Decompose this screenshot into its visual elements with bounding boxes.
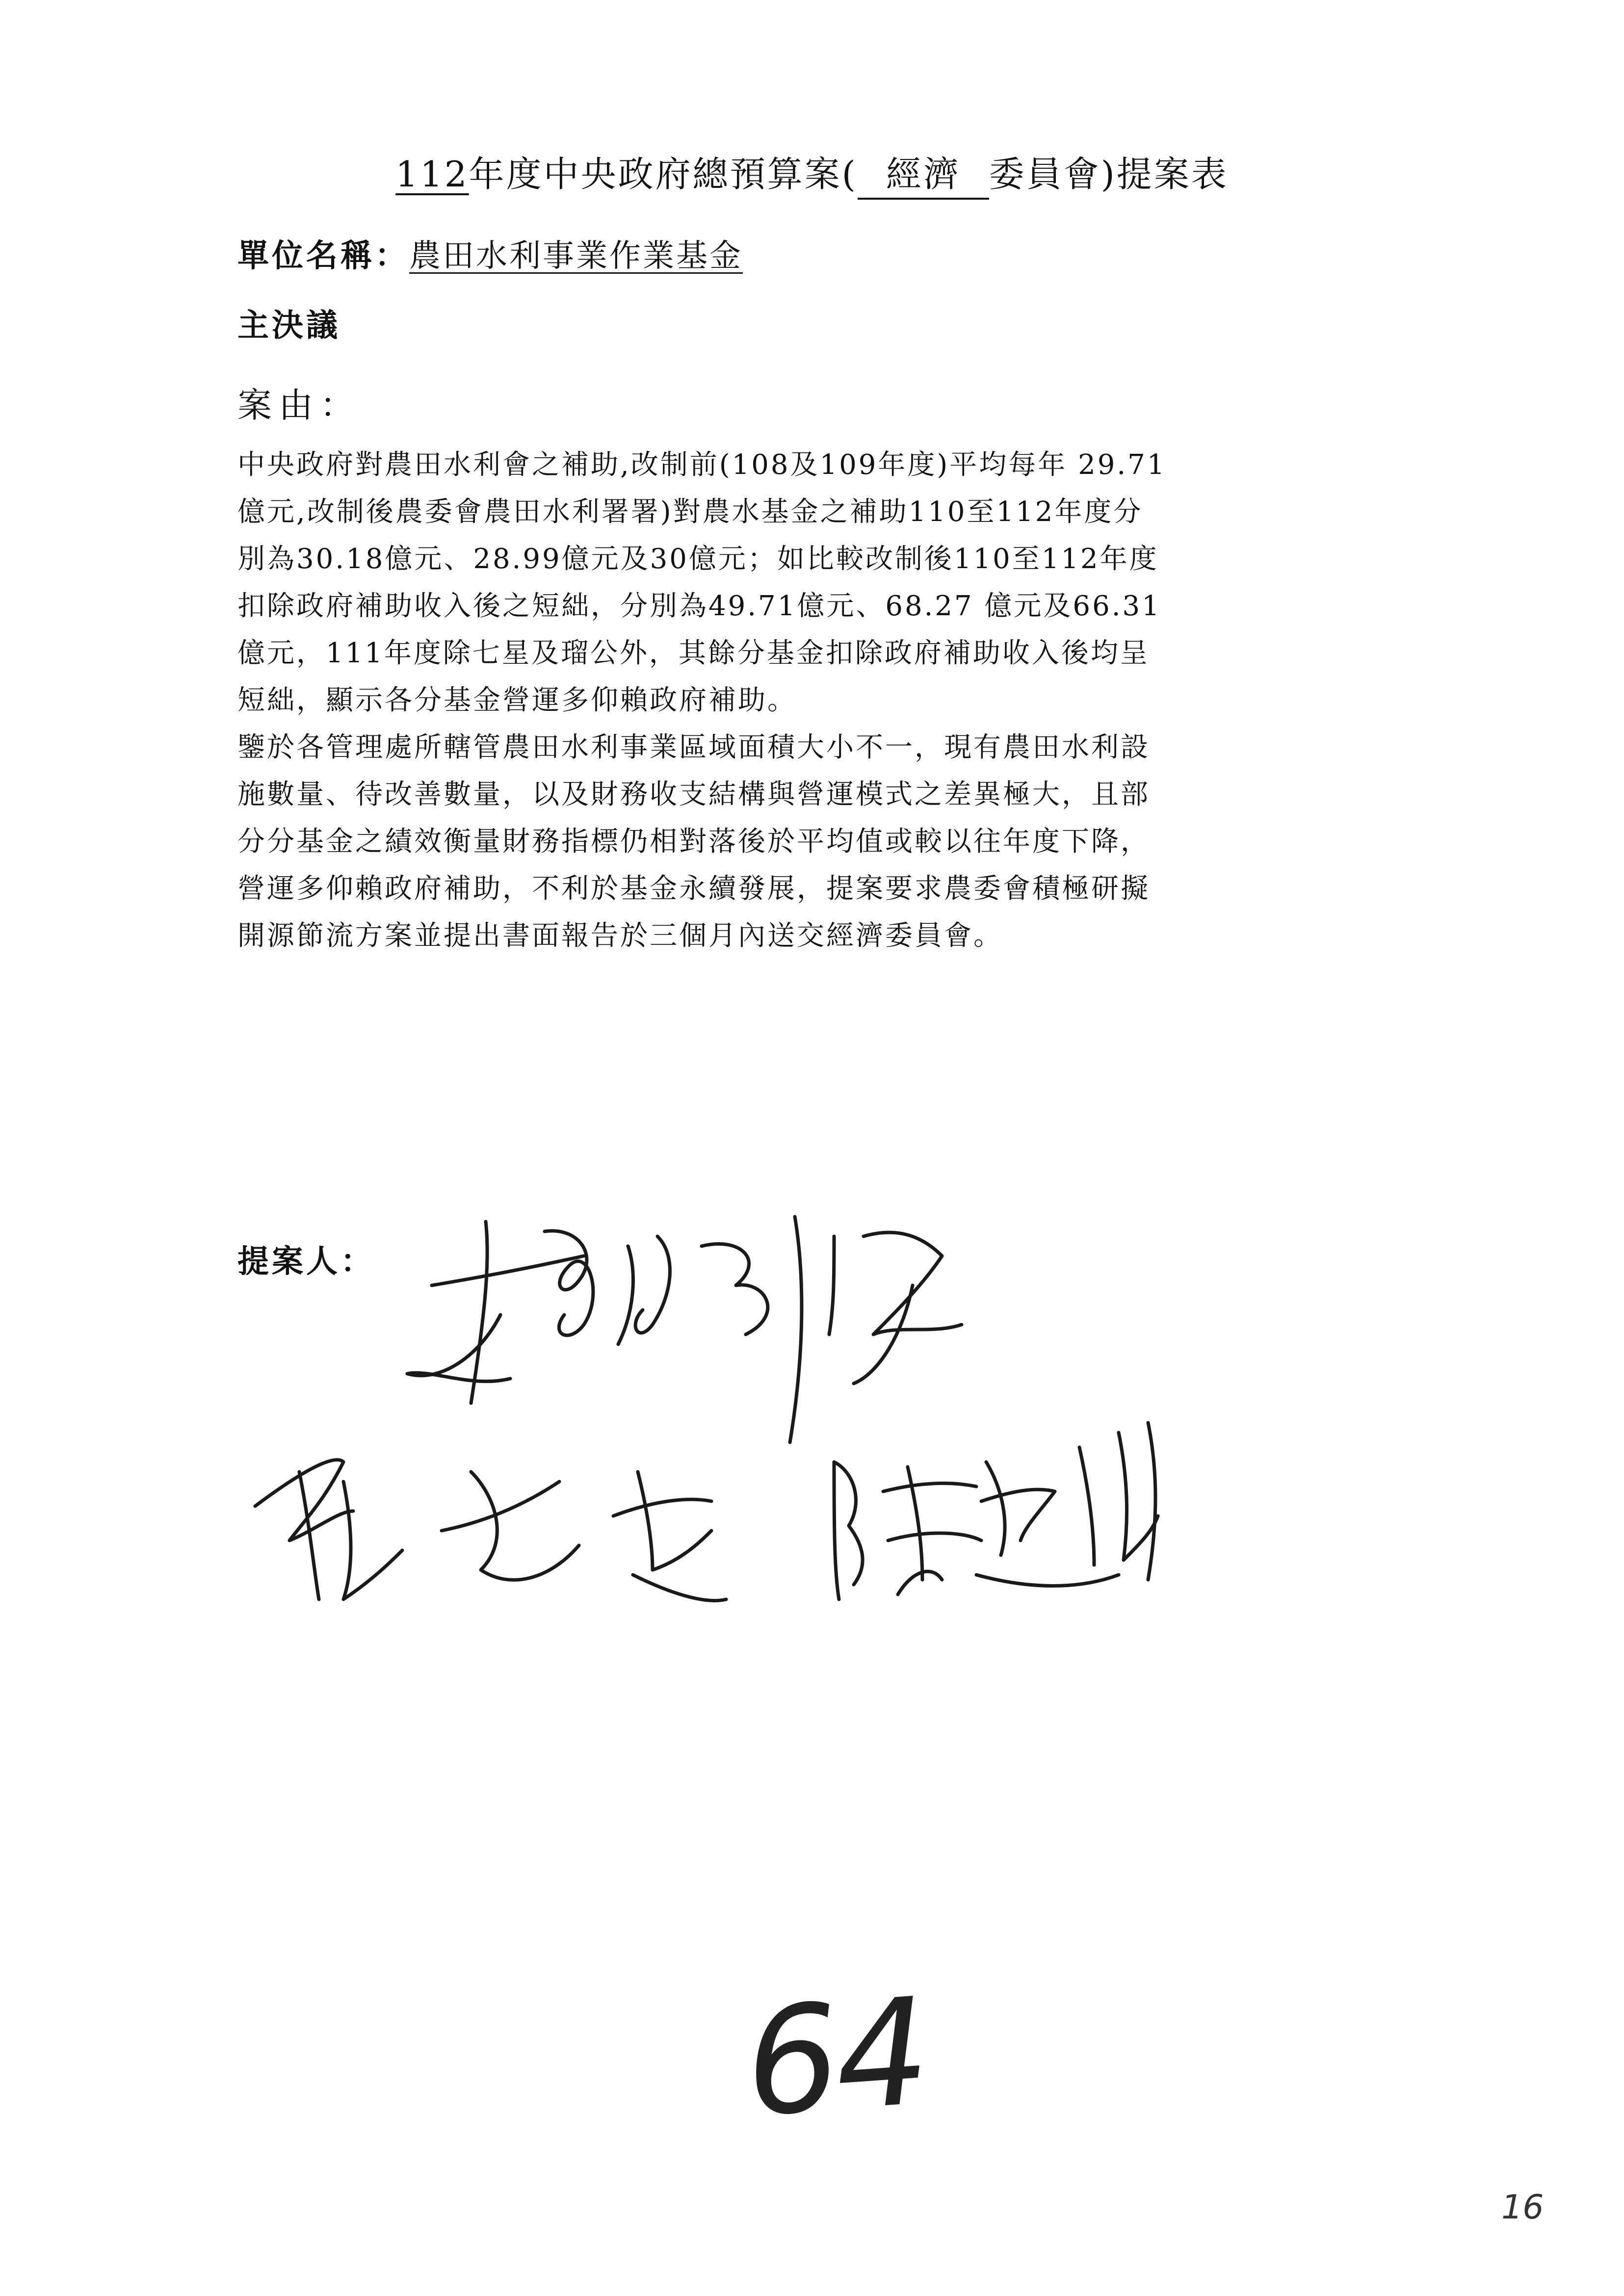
paragraph-line: 鑒於各管理處所轄管農田水利事業區域面積大小不一，現有農田水利設 bbox=[237, 731, 1150, 763]
signature-2 bbox=[255, 1460, 726, 1601]
title-year: 112 bbox=[395, 154, 469, 195]
unit-value: 農田水利事業作業基金 bbox=[409, 238, 743, 274]
paragraph-line: 扣除政府補助收入後之短絀，分別為49.71億元、68.27 億元及66.31 bbox=[237, 590, 1161, 622]
paragraph-line: 億元，111年度除七星及瑠公外，其餘分基金扣除政府補助收入後均呈 bbox=[237, 637, 1150, 669]
paragraph-line: 施數量、待改善數量，以及財務收支結構與營運模式之差異極大，且部 bbox=[237, 779, 1150, 810]
paragraph-line: 短絀，顯示各分基金營運多仰賴政府補助。 bbox=[237, 684, 797, 716]
reason-label: 案由： bbox=[237, 385, 361, 425]
signature-3 bbox=[834, 1423, 1158, 1599]
unit-label: 單位名稱： bbox=[237, 238, 409, 274]
paragraph-line: 營運多仰賴政府補助，不利於基金永續發展，提案要求農委會積極研擬 bbox=[237, 873, 1150, 905]
resolution-label: 主決議 bbox=[237, 308, 341, 344]
signature-1 bbox=[407, 1217, 962, 1442]
title-part2: 委員會)提案表 bbox=[989, 154, 1229, 195]
paragraph-line: 分分基金之績效衡量財務指標仍相對落後於平均值或較以往年度下降， bbox=[237, 826, 1150, 858]
proposer-label: 提案人： bbox=[237, 1244, 375, 1280]
paragraph-line: 開源節流方案並提出書面報告於三個月內送交經濟委員會。 bbox=[237, 920, 1003, 952]
corner-page-number: 16 bbox=[1501, 2188, 1544, 2227]
title-committee: 經濟 bbox=[858, 151, 989, 200]
paragraph-line: 別為30.18億元、28.99億元及30億元；如比較改制後110至112年度 bbox=[237, 543, 1159, 575]
title-part1: 年度中央政府總預算案( bbox=[469, 154, 858, 195]
handwritten-page-number: 64 bbox=[740, 1966, 931, 2150]
paragraph-line: 億元,改制後農委會農田水利署署)對農水基金之補助110至112年度分 bbox=[237, 496, 1143, 528]
paragraph-line: 中央政府對農田水利會之補助,改制前(108及109年度)平均每年 29.71 bbox=[237, 449, 1167, 481]
